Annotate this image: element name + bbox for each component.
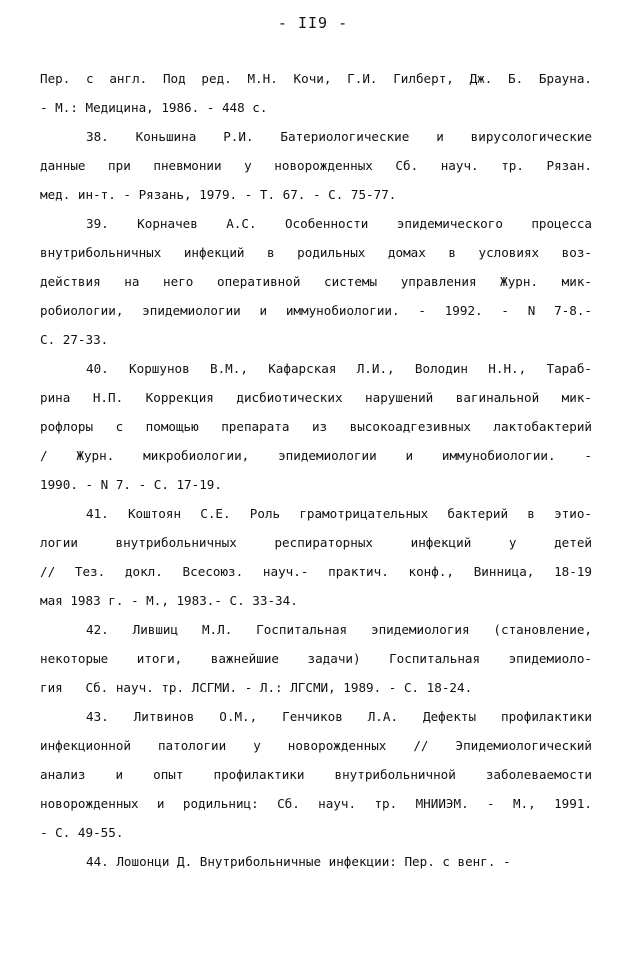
reference-line: - С. 49-55. — [40, 825, 124, 840]
reference-line: 42. Лившиц М.Л. Госпитальная эпидемиология (становление, — [86, 622, 592, 637]
reference-line: логии внутрибольничных респираторных инфекций у детей — [40, 535, 592, 550]
reference-line: новорожденных и родильниц: Сб. науч. тр. МНИИЭМ. - М., 1991. — [40, 796, 592, 811]
reference-entry — [40, 209, 592, 354]
reference-line: // Тез. докл. Всесоюз. науч.- практич. конф., Винница, 18-19 — [40, 564, 592, 579]
reference-line: действия на него оперативной системы управления Журн. мик- — [40, 274, 592, 289]
reference-line: робиологии, эпидемиологии и иммунобиологии. - 1992. - N 7-8.- — [40, 303, 592, 318]
reference-line: инфекционной патологии у новорожденных // Эпидемиологический — [40, 738, 592, 753]
reference-line: некоторые итоги, важнейшие задачи) Госпитальная эпидемиоло- — [40, 651, 592, 666]
reference-line: 43. Литвинов О.М., Генчиков Л.А. Дефекты профилактики — [86, 709, 592, 724]
reference-line: Пер. с англ. Под ред. М.Н. Кочи, Г.И. Гилберт, Дж. Б. Брауна. — [40, 71, 592, 86]
reference-line: рина Н.П. Коррекция дисбиотических нарушений вагинальной мик- — [40, 390, 592, 405]
reference-line: / Журн. микробиологии, эпидемиологии и иммунобиологии. - — [40, 448, 592, 463]
reference-line: 40. Коршунов В.М., Кафарская Л.И., Володин Н.Н., Тараб- — [86, 361, 592, 376]
reference-entry — [40, 354, 592, 499]
reference-entry — [40, 702, 592, 847]
page-number: - II9 - — [277, 14, 349, 32]
reference-entry — [40, 615, 592, 702]
reference-entry — [40, 847, 592, 876]
reference-line: данные при пневмонии у новорожденных Сб. науч. тр. Рязан. — [40, 158, 592, 173]
reference-entry — [40, 64, 592, 122]
reference-line: С. 27-33. — [40, 332, 109, 347]
reference-line: внутрибольничных инфекций в родильных домах в условиях воз- — [40, 245, 592, 260]
reference-line: рофлоры с помощью препарата из высокоадгезивных лактобактерий — [40, 419, 592, 434]
reference-entry — [40, 122, 592, 209]
reference-line: 44. Лошонци Д. Внутрибольничные инфекции: Пер. с венг. - — [86, 854, 511, 869]
reference-line: гия Сб. науч. тр. ЛСГМИ. - Л.: ЛГСМИ, 1989. - С. 18-24. — [40, 680, 473, 695]
reference-list — [40, 64, 592, 876]
reference-line: мед. ин-т. - Рязань, 1979. - Т. 67. - С. 75-77. — [40, 187, 397, 202]
reference-line: анализ и опыт профилактики внутрибольничной заболеваемости — [40, 767, 592, 782]
reference-entry — [40, 499, 592, 615]
reference-line: 41. Коштоян С.Е. Роль грамотрицательных бактерий в этио- — [86, 506, 592, 521]
reference-line: - М.: Медицина, 1986. - 448 с. — [40, 100, 268, 115]
reference-line: 38. Коньшина Р.И. Батериологические и вирусологические — [86, 129, 592, 144]
reference-line: 39. Корначев А.С. Особенности эпидемического процесса — [86, 216, 592, 231]
reference-line: 1990. - N 7. - С. 17-19. — [40, 477, 222, 492]
reference-line: мая 1983 г. - М., 1983.- С. 33-34. — [40, 593, 298, 608]
